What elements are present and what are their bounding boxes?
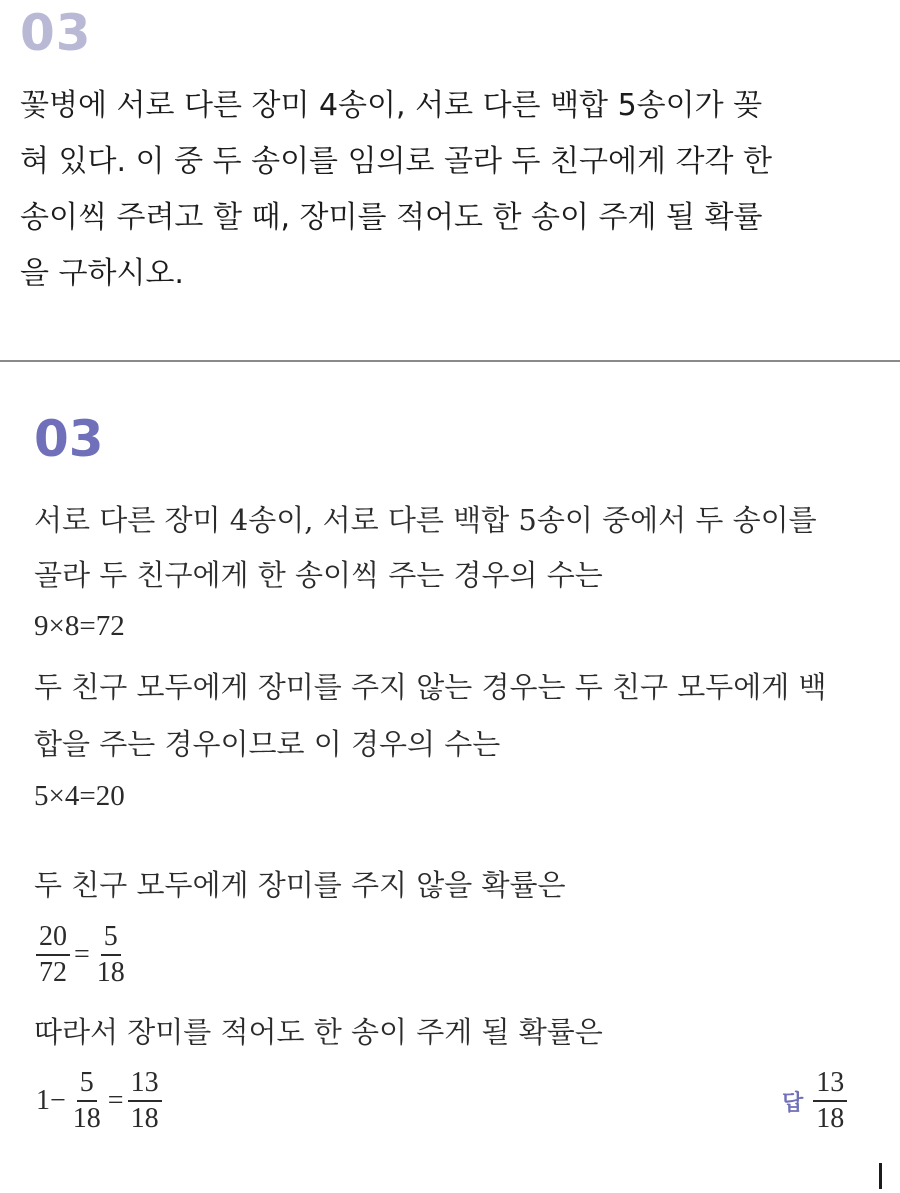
expression-lead: 1− xyxy=(36,1085,66,1116)
equals-sign: = xyxy=(74,939,90,970)
problem-number: 03 xyxy=(20,4,92,62)
solution-line: 두 친구 모두에게 장미를 주지 않는 경우는 두 친구 모두에게 백 xyxy=(34,670,827,704)
fraction xyxy=(128,1068,162,1134)
solution-line: 골라 두 친구에게 한 송이씩 주는 경우의 수는 xyxy=(34,558,603,592)
answer-label: 답 xyxy=(782,1090,804,1116)
equation: 9×8=72 xyxy=(34,610,125,642)
denominator: 18 xyxy=(816,1103,845,1134)
fraction xyxy=(94,922,128,988)
numerator: 20 xyxy=(36,922,70,956)
fraction xyxy=(70,1068,104,1134)
solution-line: 두 친구 모두에게 장미를 주지 않을 확률은 xyxy=(34,868,566,902)
solution-line: 서로 다른 장미 4송이, 서로 다른 백합 5송이 중에서 두 송이를 xyxy=(34,503,817,537)
problem-line: 을 구하시오. xyxy=(20,256,184,291)
equals-sign: = xyxy=(107,1085,124,1116)
problem-line: 꽃병에 서로 다른 장미 4송이, 서로 다른 백합 5송이가 꽂 xyxy=(20,88,763,123)
answer-fraction xyxy=(813,1068,847,1134)
solution-number: 03 xyxy=(34,410,104,468)
equation: 5×4=20 xyxy=(34,780,125,812)
problem-line: 송이씩 주려고 할 때, 장미를 적어도 한 송이 주게 될 확률 xyxy=(20,200,763,235)
fraction-equation xyxy=(34,1068,164,1134)
solution-line: 따라서 장미를 적어도 한 송이 주게 될 확률은 xyxy=(34,1015,603,1049)
denominator: 18 xyxy=(130,1103,159,1134)
section-divider xyxy=(0,360,900,362)
text-cursor xyxy=(879,1163,882,1189)
problem-line: 혀 있다. 이 중 두 송이를 임의로 골라 두 친구에게 각각 한 xyxy=(20,144,772,179)
fraction-equation xyxy=(34,922,130,988)
problem-text xyxy=(20,78,888,302)
denominator: 18 xyxy=(72,1103,101,1134)
answer xyxy=(782,1068,849,1134)
fraction xyxy=(36,922,70,988)
numerator: 13 xyxy=(813,1068,847,1102)
numerator: 5 xyxy=(101,922,121,956)
numerator: 5 xyxy=(77,1068,97,1102)
denominator: 18 xyxy=(96,957,125,988)
solution-line: 합을 주는 경우이므로 이 경우의 수는 xyxy=(34,727,501,761)
denominator: 72 xyxy=(39,957,67,988)
numerator: 13 xyxy=(128,1068,162,1102)
